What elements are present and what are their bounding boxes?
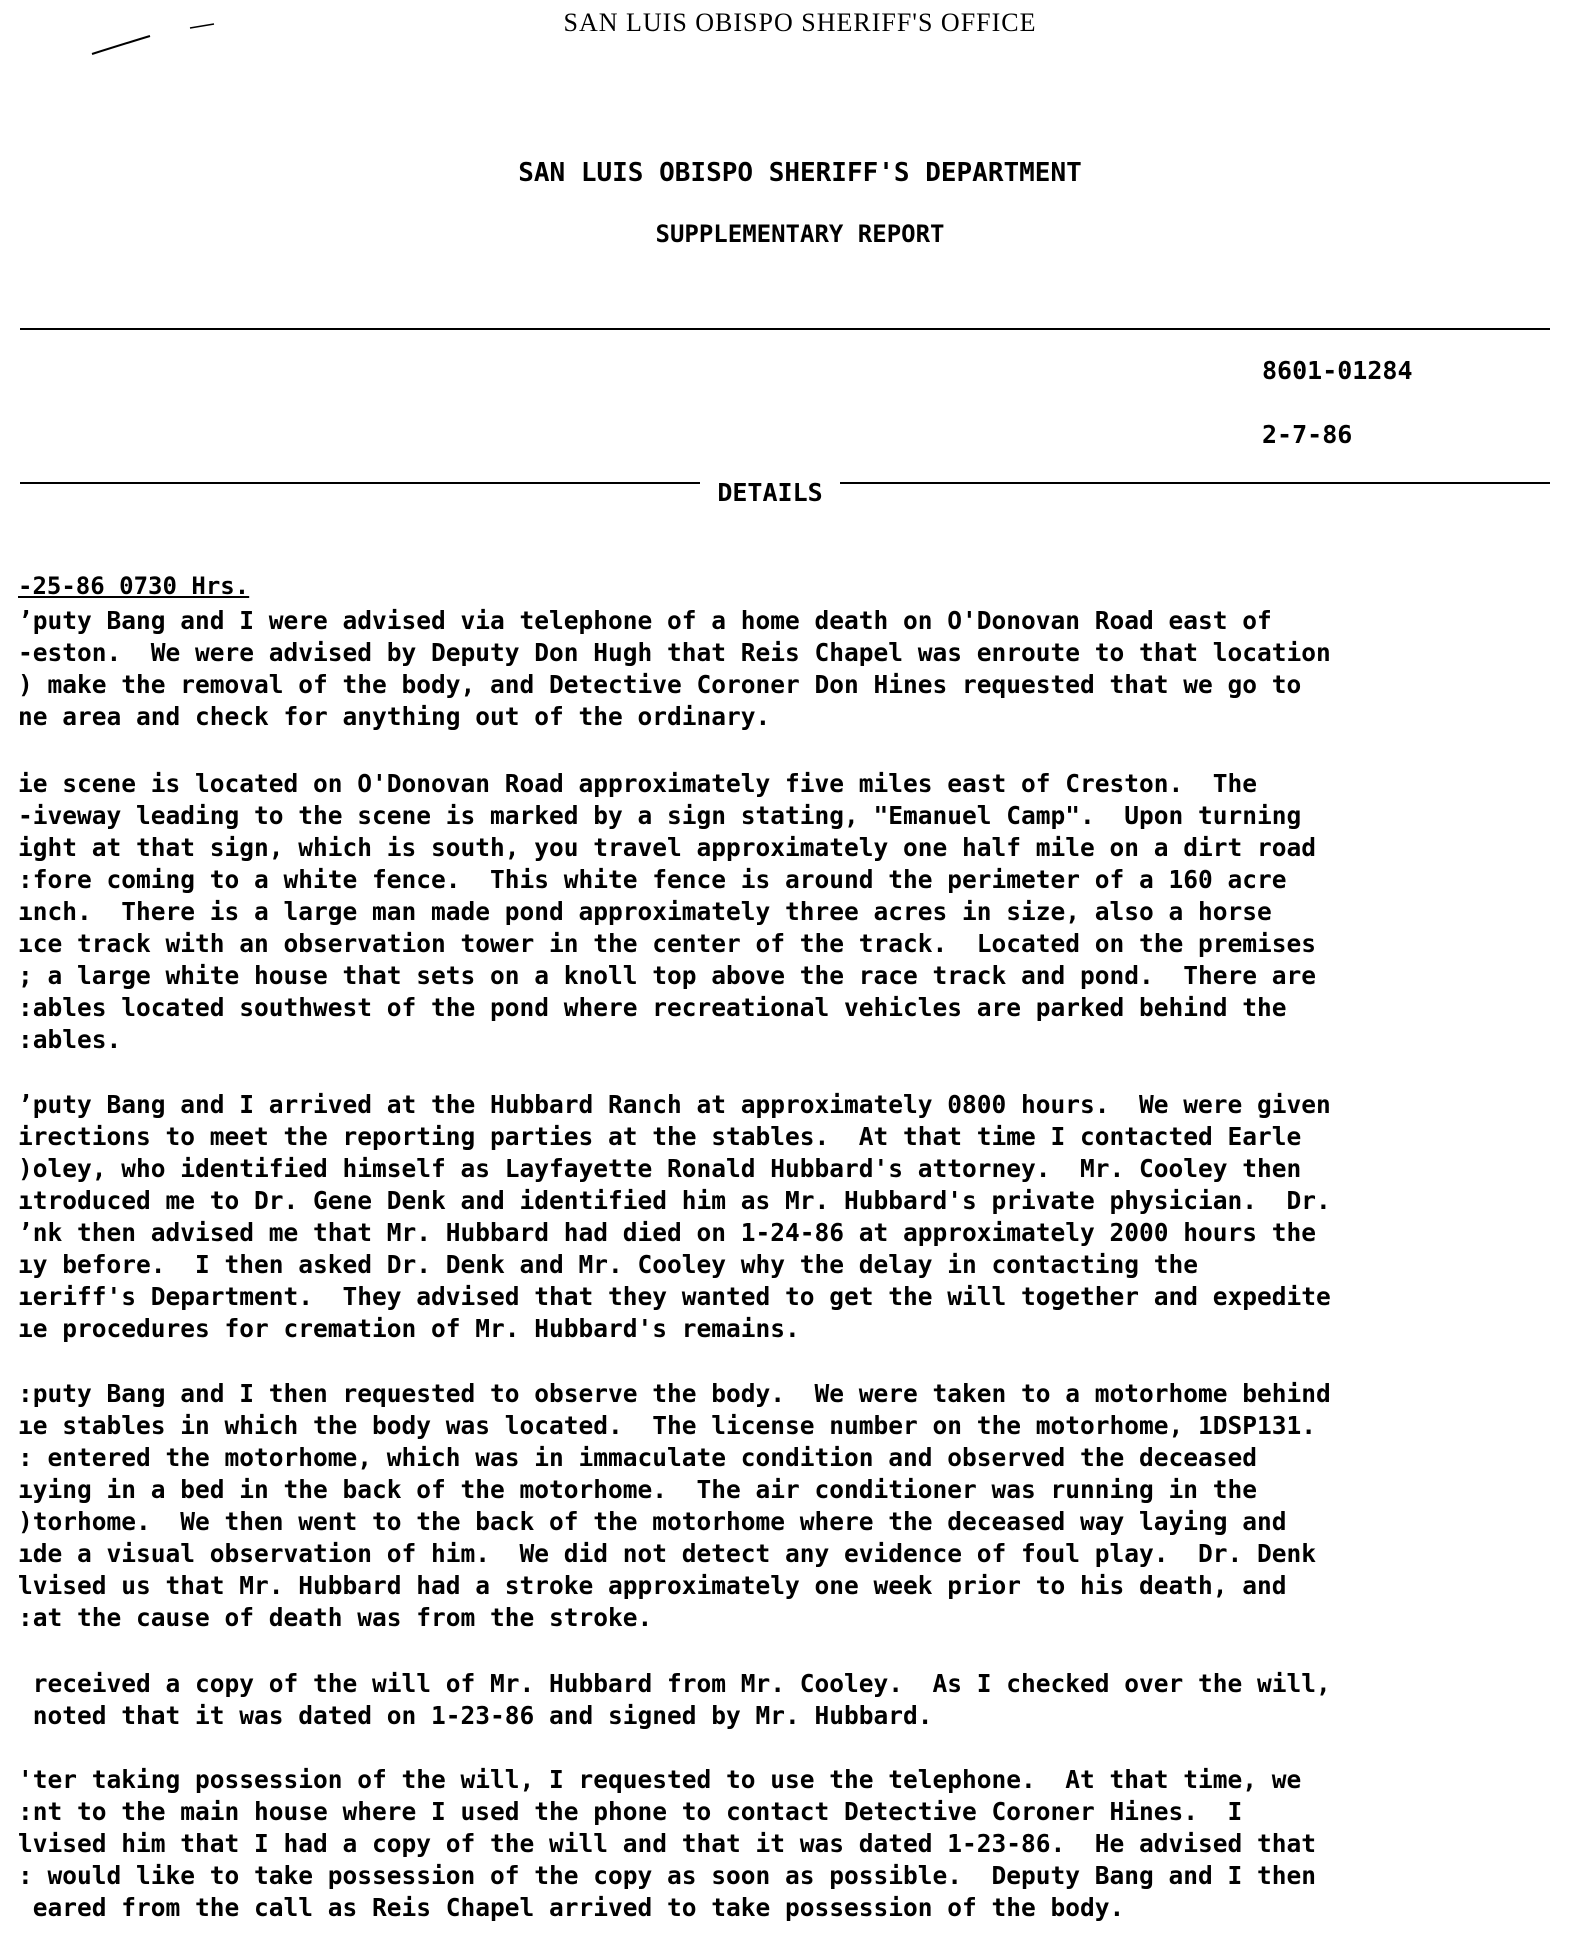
pen-mark-icon	[90, 22, 220, 62]
department-title: SAN LUIS OBISPO SHERIFF'S DEPARTMENT	[518, 158, 1082, 188]
paragraph-arrival: ’puty Bang and I arrived at the Hubbard Ranch at approximately 0800 hours. We were given irections to meet the reporting parties at the stables. At that time I contacted Earle )oley, who identified himself as Layfayette Ronald Hubbard's attorney. Mr. Cooley then ıtroduced me to Dr. Gene Denk and identified him as Mr. Hubbard's private physician. Dr. ’nk then advised me that Mr. Hubbard had died on 1-24-86 at approximately 2000 hours the ıy before. I then asked Dr. Denk and Mr. Cooley why the delay in contacting the ıeriff's Department. They advised that they wanted to get the will together and expedite ıe procedures for cremation of Mr. Hubbard's remains.	[18, 1090, 1331, 1343]
paragraph-will: received a copy of the will of Mr. Hubbard from Mr. Cooley. As I checked over the will, noted that it was dated on 1-23-86 and signed by Mr. Hubbard.	[32, 1669, 1331, 1730]
paragraph-telephone: 'ter taking possession of the will, I requested to use the telephone. At that time, we :nt to the main house where I used the phone to contact Detective Coroner Hines. I lvised him that I had a copy of the will and that it was dated 1-23-86. He advised that : would like to take possession of the copy as soon as possible. Deputy Bang and I then eared from the call as Reis Chapel arrived to take possession of the body.	[18, 1765, 1317, 1922]
paragraph-scene-description: ie scene is located on O'Donovan Road approximately five miles east of Creston. The -iveway leading to the scene is marked by a sign stating, "Emanuel Camp". Upon turning ight at that sign, which is south, you travel approximately one half mile on a dirt road :fore coming to a white fence. This white fence is around the perimeter of a 160 acre ınch. There is a large man made pond approximately three acres in size, also a horse ıce track with an observation tower in the center of the track. Located on the premises ; a large white house that sets on a knoll top above the race track and pond. There are :ables located southwest of the pond where recreational vehicles are parked behind the :ables.	[18, 769, 1317, 1054]
top-divider	[20, 328, 1550, 330]
details-heading: DETAILS	[700, 478, 840, 507]
case-number: 8601-01284	[1262, 356, 1413, 385]
entry-timestamp: -25-86 0730 Hrs.	[18, 572, 250, 600]
paragraph-body-observation: :puty Bang and I then requested to observe the body. We were taken to a motorhome behind ıe stables in which the body was located. The license number on the motorhome, 1DSP131. : entered the motorhome, which was in immaculate condition and observed the deceased ıying in a bed in the back of the motorhome. The air conditioner was running in the )torhome. We then went to the back of the motorhome where the deceased way laying and ıde a visual observation of him. We did not detect any evidence of foul play. Dr. Denk lvised us that Mr. Hubbard had a stroke approximately one week prior to his death, and :at the cause of death was from the stroke.	[18, 1379, 1331, 1632]
paragraph-notification: ’puty Bang and I were advised via telephone of a home death on O'Donovan Road east of -eston. We were advised by Deputy Don Hugh that Reis Chapel was enroute to that location ) make the removal of the body, and Detective Coroner Don Hines requested that we go to ne area and check for anything out of the ordinary.	[18, 606, 1331, 731]
case-date: 2-7-86	[1262, 420, 1353, 449]
office-header: SAN LUIS OBISPO SHERIFF'S OFFICE	[563, 8, 1037, 37]
report-type-title: SUPPLEMENTARY REPORT	[655, 220, 945, 248]
